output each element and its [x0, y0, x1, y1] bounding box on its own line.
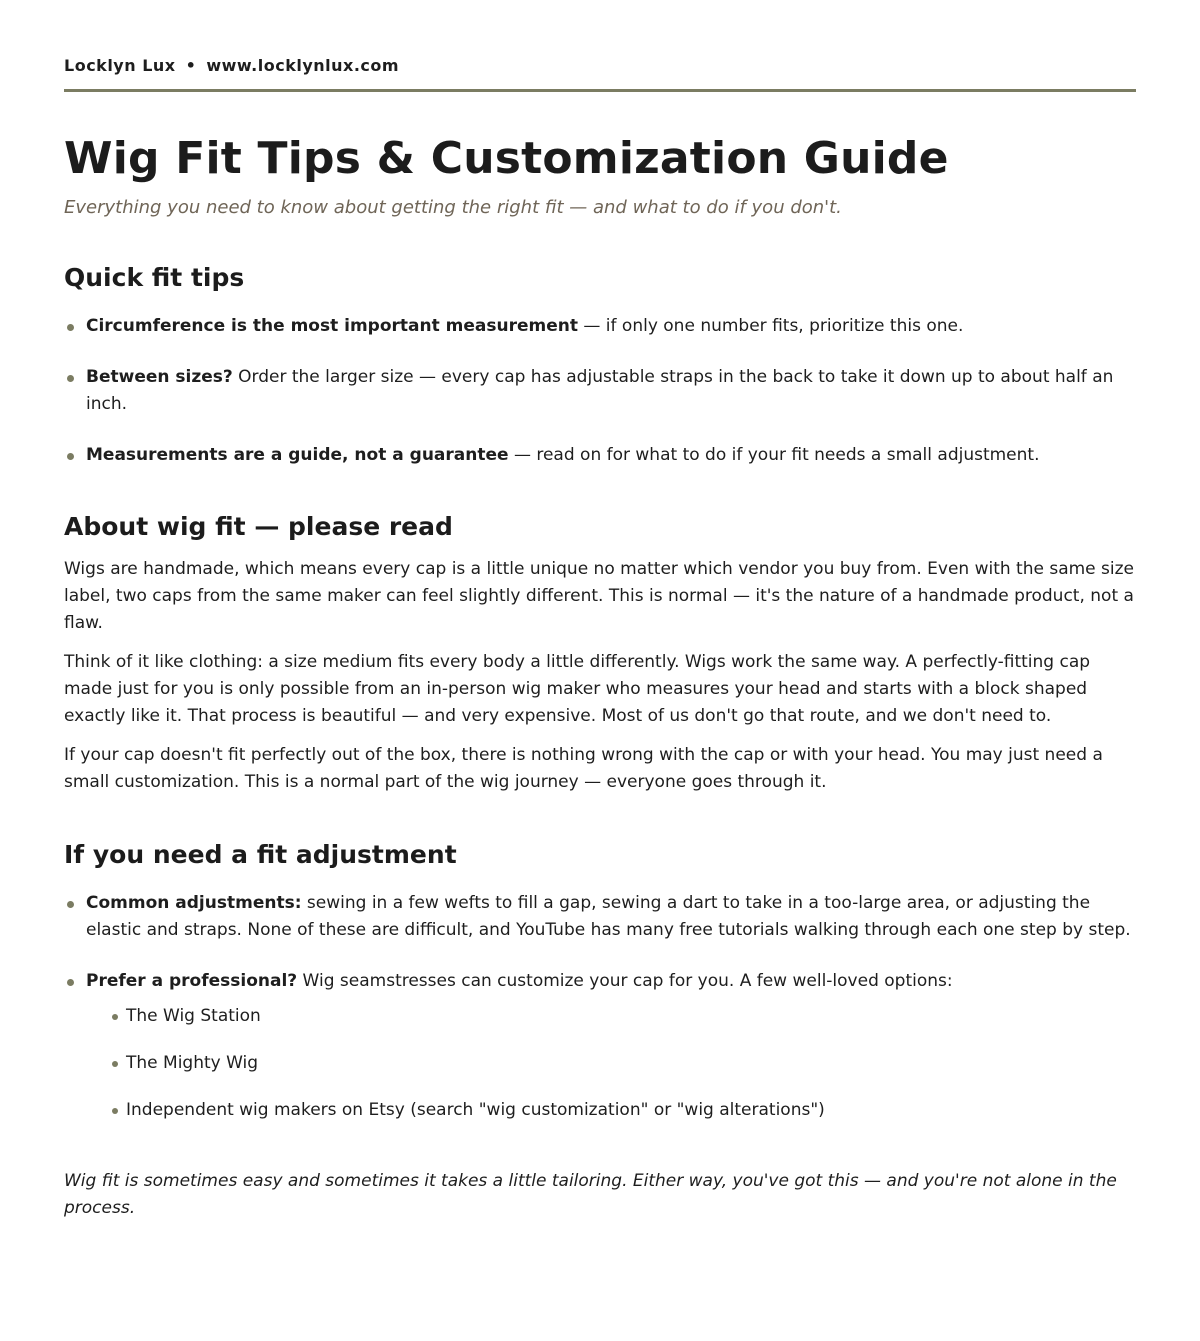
professional-option: The Mighty Wig [104, 1050, 1136, 1077]
quick-tip-text: — read on for what to do if your fit needs a small adjustment. [508, 445, 1040, 465]
page-title: Wig Fit Tips & Customization Guide [64, 133, 949, 184]
brand-website: www.locklynlux.com [206, 56, 400, 75]
quick-tip-item [64, 442, 1136, 469]
adjustment-item [64, 968, 1136, 1124]
closing-note: Wig fit is sometimes easy and sometimes it takes a little tailoring. Either way, you've got this — and you're not alone in the process. [64, 1171, 1117, 1218]
quick-tip-text: — if only one number fits, prioritize this one. [578, 316, 964, 336]
adjustment-bold: Common adjustments: [86, 893, 302, 913]
adjustment-bold: Prefer a professional? [86, 971, 298, 991]
adjustment-item [64, 890, 1136, 944]
quick-tip-bold: Between sizes? [86, 367, 233, 387]
professional-option: The Wig Station [104, 1003, 1136, 1030]
professional-option: Independent wig makers on Etsy (search "wig customization" or "wig alterations") [104, 1097, 1136, 1124]
about-paragraph: Think of it like clothing: a size medium fits every body a little differently. Wigs work the same way. A perfectly-fitting cap made just for you is only possible from an in-person wig maker who measures your head and starts with a block shaped exactly like it. That process is beautiful — and very expensive. Most of us don't go that route, and we don't need to. [64, 652, 1091, 726]
brand-header [64, 0, 1136, 92]
about-paragraph: If your cap doesn't fit perfectly out of the box, there is nothing wrong with the cap or with your head. You may just need a small customization. This is a normal part of the wig journey — everyone goes through it. [64, 745, 1103, 792]
quick-tip-text: Order the larger size — every cap has adjustable straps in the back to take it down up to about half an inch. [86, 367, 1114, 414]
about-heading: About wig fit — please read [64, 512, 453, 541]
page-subtitle: Everything you need to know about getting the right fit — and what to do if you don't. [64, 197, 842, 218]
adjustment-heading: If you need a fit adjustment [64, 840, 457, 869]
quick-tips-heading: Quick fit tips [64, 263, 245, 292]
quick-tips-list [64, 313, 1136, 469]
quick-tip-item [64, 364, 1136, 418]
brand-separator: • [185, 56, 197, 75]
adjustment-list [64, 890, 1136, 1124]
professional-options-list [86, 1003, 1136, 1124]
adjustment-text: Wig seamstresses can customize your cap for you. A few well-loved options: [297, 971, 953, 991]
quick-tip-item [64, 313, 1136, 340]
adjustment-text: sewing in a few wefts to fill a gap, sewing a dart to take in a too-large area, or adjusting the elastic and straps. None of these are difficult, and YouTube has many free tutorials walking through each one step by step. [86, 893, 1131, 940]
quick-tip-bold: Circumference is the most important measurement [86, 316, 578, 336]
about-paragraph: Wigs are handmade, which means every cap is a little unique no matter which vendor you buy from. Even with the same size label, two caps from the same maker can feel slightly different. This is normal — it's the nature of a handmade product, not a flaw. [64, 559, 1135, 633]
quick-tip-bold: Measurements are a guide, not a guarantee [86, 445, 509, 465]
brand-name: Locklyn Lux [64, 56, 176, 75]
